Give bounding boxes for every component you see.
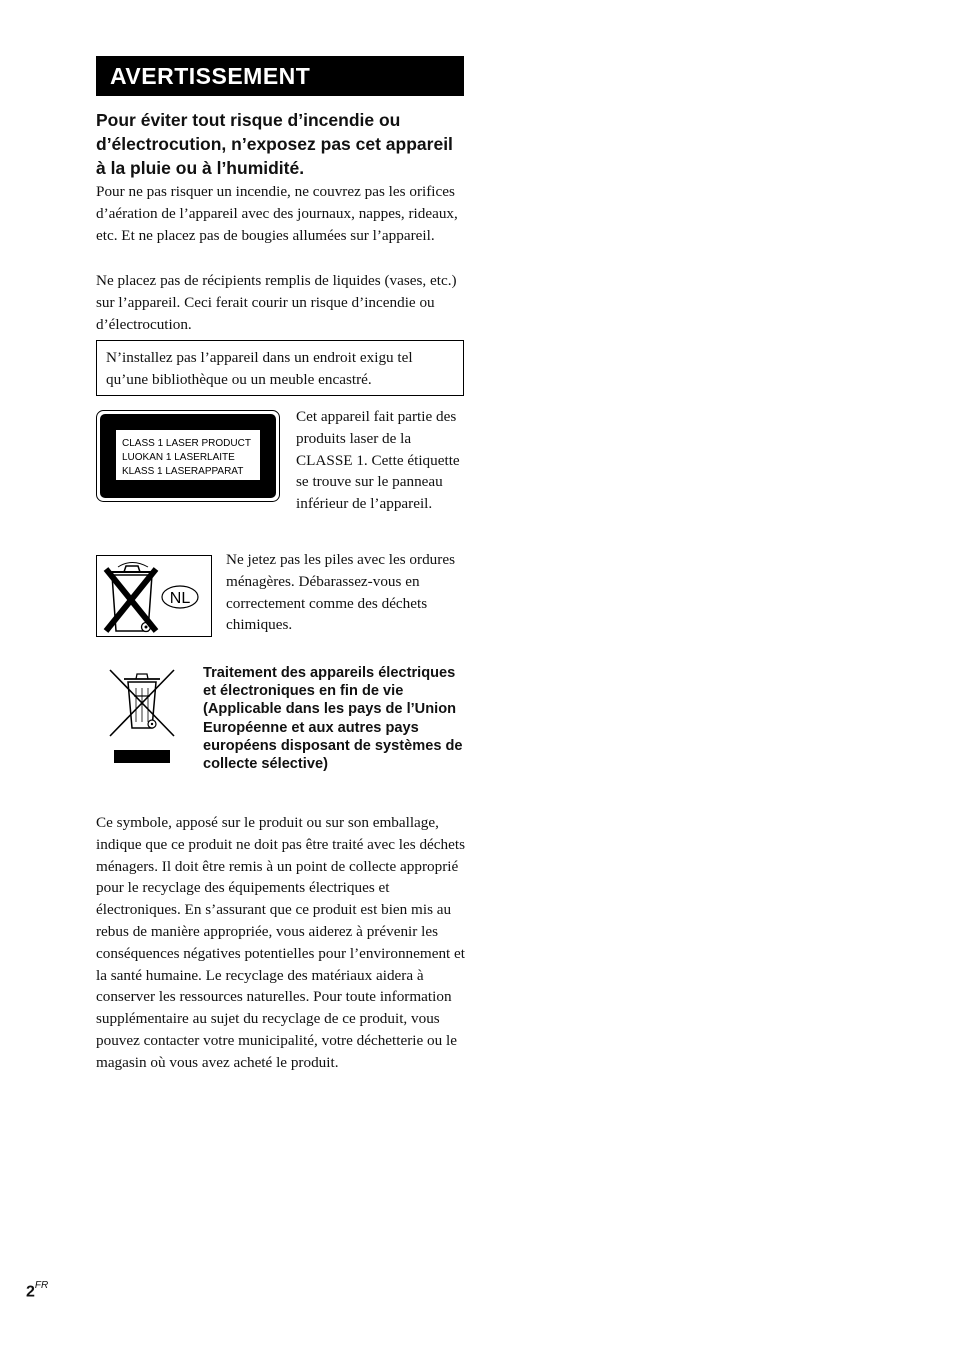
page-language-code: FR: [34, 1280, 49, 1291]
weee-title: Traitement des appareils électriques et électroniques en fin de vie (Applicable dans les pays de l’Union Européenne et aux autres pays européens disposant de systèmes de collecte sélective): [203, 665, 463, 773]
weee-description: Ce symbole, apposé sur le produit ou sur son emballage, indique que ce produit ne doit pas être traité avec les déchets ménagers. Il doit être remis à un point de collecte approprié pour le recyclage des équipements électriques et électroniques. En s’assurant que ce produit est bien mis au rebus de manière appropriée, vous aiderez à prévenir les conséquences négatives potentielles pour l’environnement et la santé humaine. Le recyclage des matériaux aidera à conserver les ressources naturelles. Pour toute information supplémentaire au sujet du recyclage de ce produit, vous pouvez contacter votre municipalité, votre déchetterie ou le magasin où vous avez acheté le produit.: [96, 814, 466, 1071]
liquid-warning-paragraph: Ne placez pas de récipients remplis de liquides (vases, etc.) sur l’appareil. Ceci ferait courir un risque d’incendie ou d’électrocution.: [96, 272, 457, 333]
laser-class-label: [96, 410, 280, 502]
weee-crossed-bin-icon: [106, 666, 178, 766]
fire-warning-paragraph: Pour ne pas risquer un incendie, ne couvrez pas les orifices d’aération de l’appareil avec des journaux, nappes, rideaux, etc. Et ne placez pas de bougies allumées sur l’appareil.: [96, 183, 458, 244]
battery-disposal-icon: [96, 555, 212, 637]
page-number: [26, 1282, 48, 1301]
installation-notice-box: N’installez pas l’appareil dans un endroit exigu tel qu’une bibliothèque ou un meuble encastré.: [96, 340, 464, 396]
battery-description: Ne jetez pas les piles avec les ordures ménagères. Débarassez-vous en correctement comme des déchets chimiques.: [226, 551, 455, 634]
laser-label-line: LUOKAN 1 LASERLAITE: [122, 452, 235, 463]
laser-label-line: KLASS 1 LASERAPPARAT: [122, 466, 244, 477]
page-number-value: 2: [26, 1283, 35, 1301]
laser-label-line: CLASS 1 LASER PRODUCT: [122, 438, 251, 449]
section-banner: AVERTISSEMENT: [96, 56, 464, 96]
warning-heading: Pour éviter tout risque d’incendie ou d’électrocution, n’exposez pas cet appareil à la pluie ou à l’humidité.: [96, 110, 453, 178]
laser-description: Cet appareil fait partie des produits laser de la CLASSE 1. Cette étiquette se trouve sur le panneau inférieur de l’appareil.: [296, 408, 460, 513]
nl-badge-text: NL: [169, 590, 191, 607]
